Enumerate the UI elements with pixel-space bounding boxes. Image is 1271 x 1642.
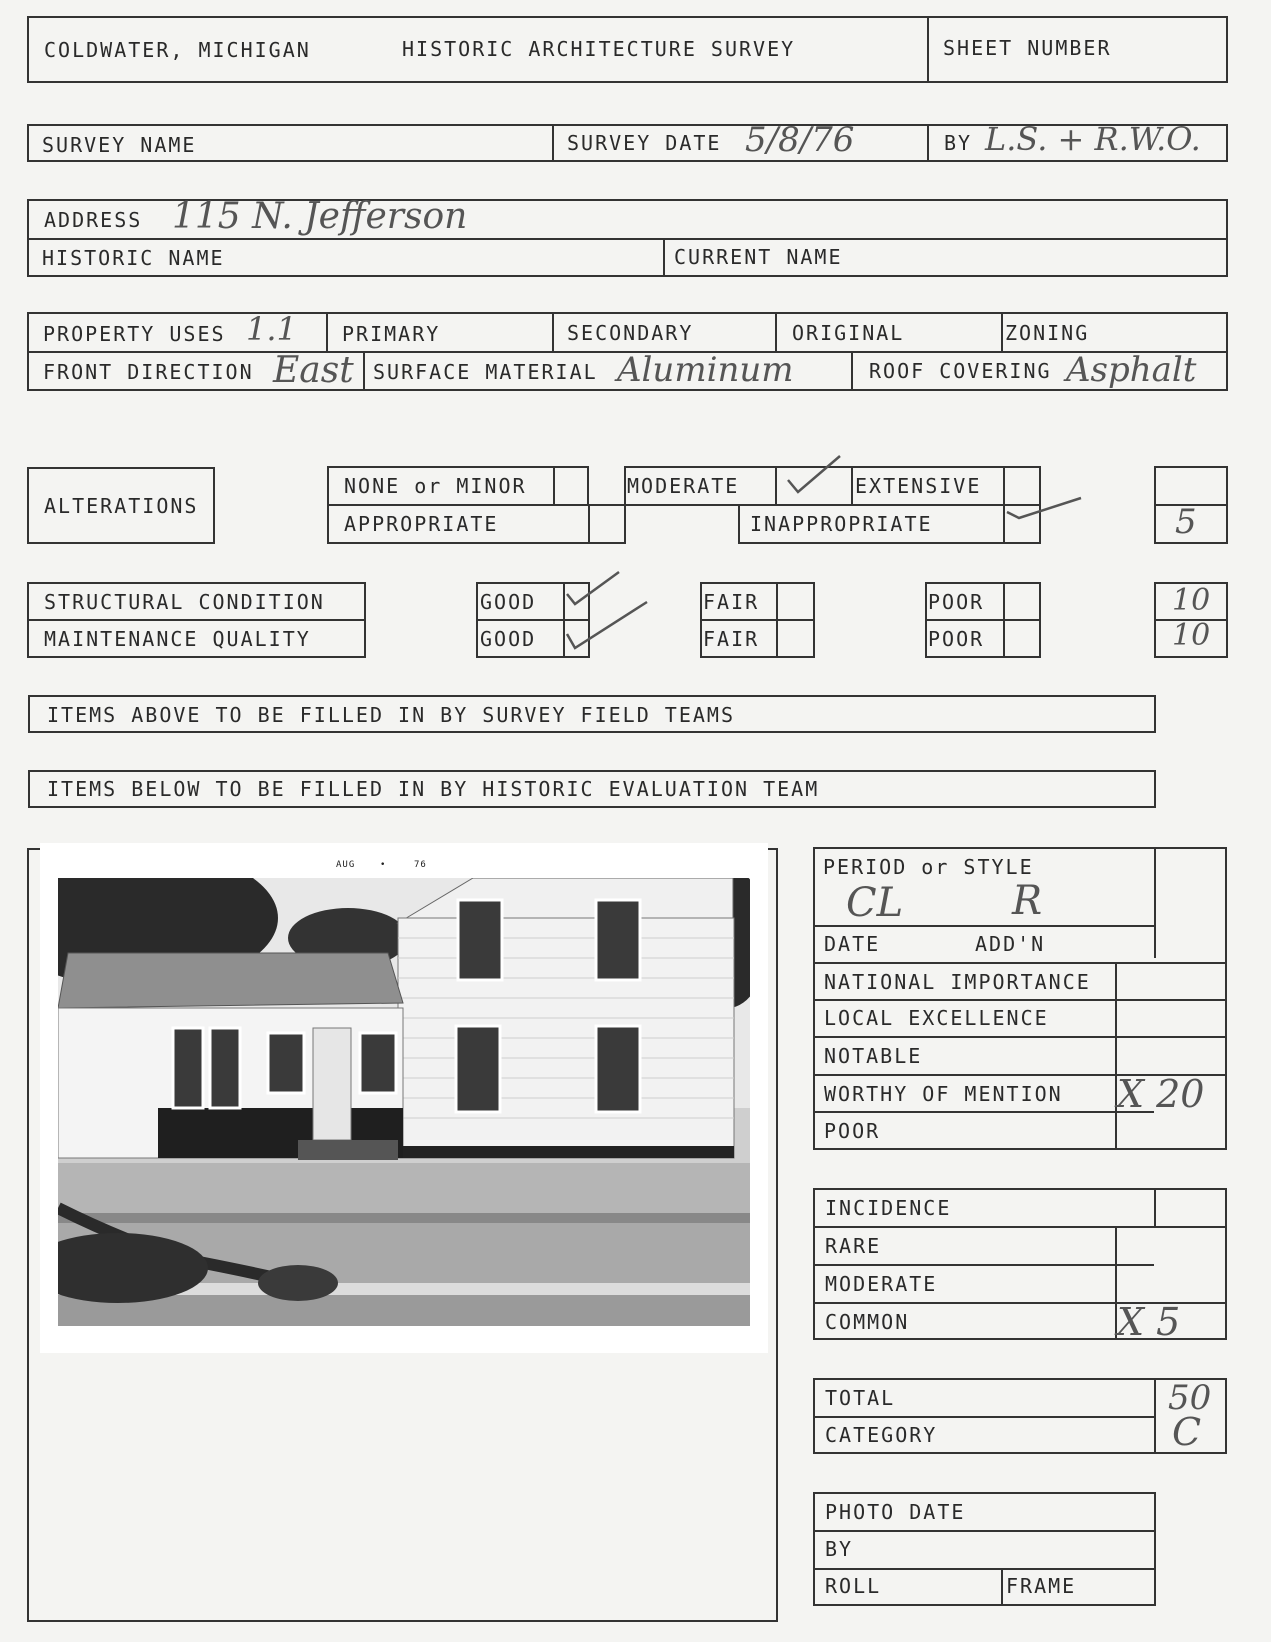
frame-label: FRAME (1006, 1574, 1077, 1598)
maintenance-good-label: GOOD (480, 627, 537, 651)
moderate-check-icon[interactable] (780, 450, 850, 500)
maintenance-poor-label: POOR (928, 627, 985, 651)
city-label: COLDWATER, MICHIGAN (44, 38, 311, 62)
category-label: CATEGORY (825, 1423, 938, 1447)
historic-name-label: HISTORIC NAME (42, 246, 225, 270)
form-title: HISTORIC ARCHITECTURE SURVEY (402, 37, 796, 61)
local-excellence-label: LOCAL EXCELLENCE (824, 1006, 1049, 1030)
house-photo (40, 843, 768, 1353)
property-uses-value[interactable]: 1.1 (246, 310, 297, 348)
zoning-label: ZONING (1005, 321, 1090, 345)
common-mark[interactable]: X 5 (1117, 1300, 1181, 1344)
none-or-minor-label: NONE or MINOR (344, 474, 527, 498)
worthy-of-mention-label: WORTHY OF MENTION (824, 1082, 1063, 1106)
date-label: DATE (824, 932, 881, 956)
address-value[interactable]: 115 N. Jefferson (172, 196, 468, 237)
category-value[interactable]: C (1172, 1410, 1202, 1454)
surface-material-value[interactable]: Aluminum (617, 350, 794, 390)
worthy-of-mention-mark[interactable]: X 20 (1117, 1072, 1205, 1116)
addn-label: ADD'N (975, 932, 1046, 956)
front-direction-value[interactable]: East (273, 350, 354, 391)
maintenance-fair-label: FAIR (703, 627, 760, 651)
photo-date-label: PHOTO DATE (825, 1500, 966, 1524)
front-direction-label: FRONT DIRECTION (43, 360, 254, 384)
total-label: TOTAL (825, 1386, 896, 1410)
alterations-score[interactable]: 5 (1175, 502, 1197, 542)
house-photo-image (58, 878, 750, 1326)
structural-fair-label: FAIR (703, 590, 760, 614)
original-label: ORIGINAL (792, 321, 905, 345)
address-label: ADDRESS (44, 208, 143, 232)
items-below-note: ITEMS BELOW TO BE FILLED IN BY HISTORIC EVALUATION TEAM (47, 777, 820, 801)
period-style-value-1[interactable]: CL (846, 880, 904, 926)
common-label: COMMON (825, 1310, 910, 1334)
inappropriate-label: INAPPROPRIATE (750, 512, 933, 536)
roof-covering-value[interactable]: Asphalt (1066, 350, 1197, 390)
inappropriate-check-icon[interactable] (1005, 494, 1085, 524)
photo-stamp-dot: • (380, 860, 387, 870)
current-name-label: CURRENT NAME (674, 245, 843, 269)
survey-name-label: SURVEY NAME (42, 133, 197, 157)
primary-label: PRIMARY (342, 322, 441, 346)
photo-by-label: BY (825, 1537, 854, 1561)
national-importance-label: NATIONAL IMPORTANCE (824, 970, 1091, 994)
maintenance-quality-label: MAINTENANCE QUALITY (44, 627, 311, 651)
survey-date-value[interactable]: 5/8/76 (745, 120, 855, 160)
extensive-label: EXTENSIVE (855, 474, 982, 498)
incidence-label: INCIDENCE (825, 1196, 952, 1220)
photo-stamp-year: 76 (414, 860, 427, 870)
surface-material-label: SURFACE MATERIAL (373, 360, 598, 384)
appropriate-label: APPROPRIATE (344, 512, 499, 536)
photo-stamp-month: AUG (336, 860, 356, 870)
structural-good-label: GOOD (480, 590, 537, 614)
structural-poor-label: POOR (928, 590, 985, 614)
alterations-label: ALTERATIONS (44, 494, 199, 518)
notable-label: NOTABLE (824, 1044, 923, 1068)
maintenance-good-check-icon[interactable] (563, 598, 653, 654)
period-style-value-2[interactable]: R (1012, 878, 1043, 924)
period-poor-label: POOR (824, 1119, 881, 1143)
sheet-number-label: SHEET NUMBER (943, 36, 1112, 60)
structural-condition-label: STRUCTURAL CONDITION (44, 590, 325, 614)
maintenance-score[interactable]: 10 (1172, 618, 1211, 653)
survey-by-value[interactable]: L.S. + R.W.O. (985, 120, 1201, 158)
roof-covering-label: ROOF COVERING (869, 359, 1052, 383)
total-value[interactable]: 50 (1168, 1378, 1212, 1418)
period-style-label: PERIOD or STYLE (823, 855, 1034, 879)
roll-label: ROLL (825, 1574, 882, 1598)
survey-date-label: SURVEY DATE (567, 131, 722, 155)
items-above-note: ITEMS ABOVE TO BE FILLED IN BY SURVEY FIELD TEAMS (47, 703, 736, 727)
structural-score[interactable]: 10 (1172, 583, 1211, 618)
secondary-label: SECONDARY (567, 321, 694, 345)
survey-by-label: BY (944, 131, 973, 155)
incidence-moderate-label: MODERATE (825, 1272, 938, 1296)
moderate-label: MODERATE (627, 474, 740, 498)
property-uses-label: PROPERTY USES (43, 322, 226, 346)
rare-label: RARE (825, 1234, 882, 1258)
